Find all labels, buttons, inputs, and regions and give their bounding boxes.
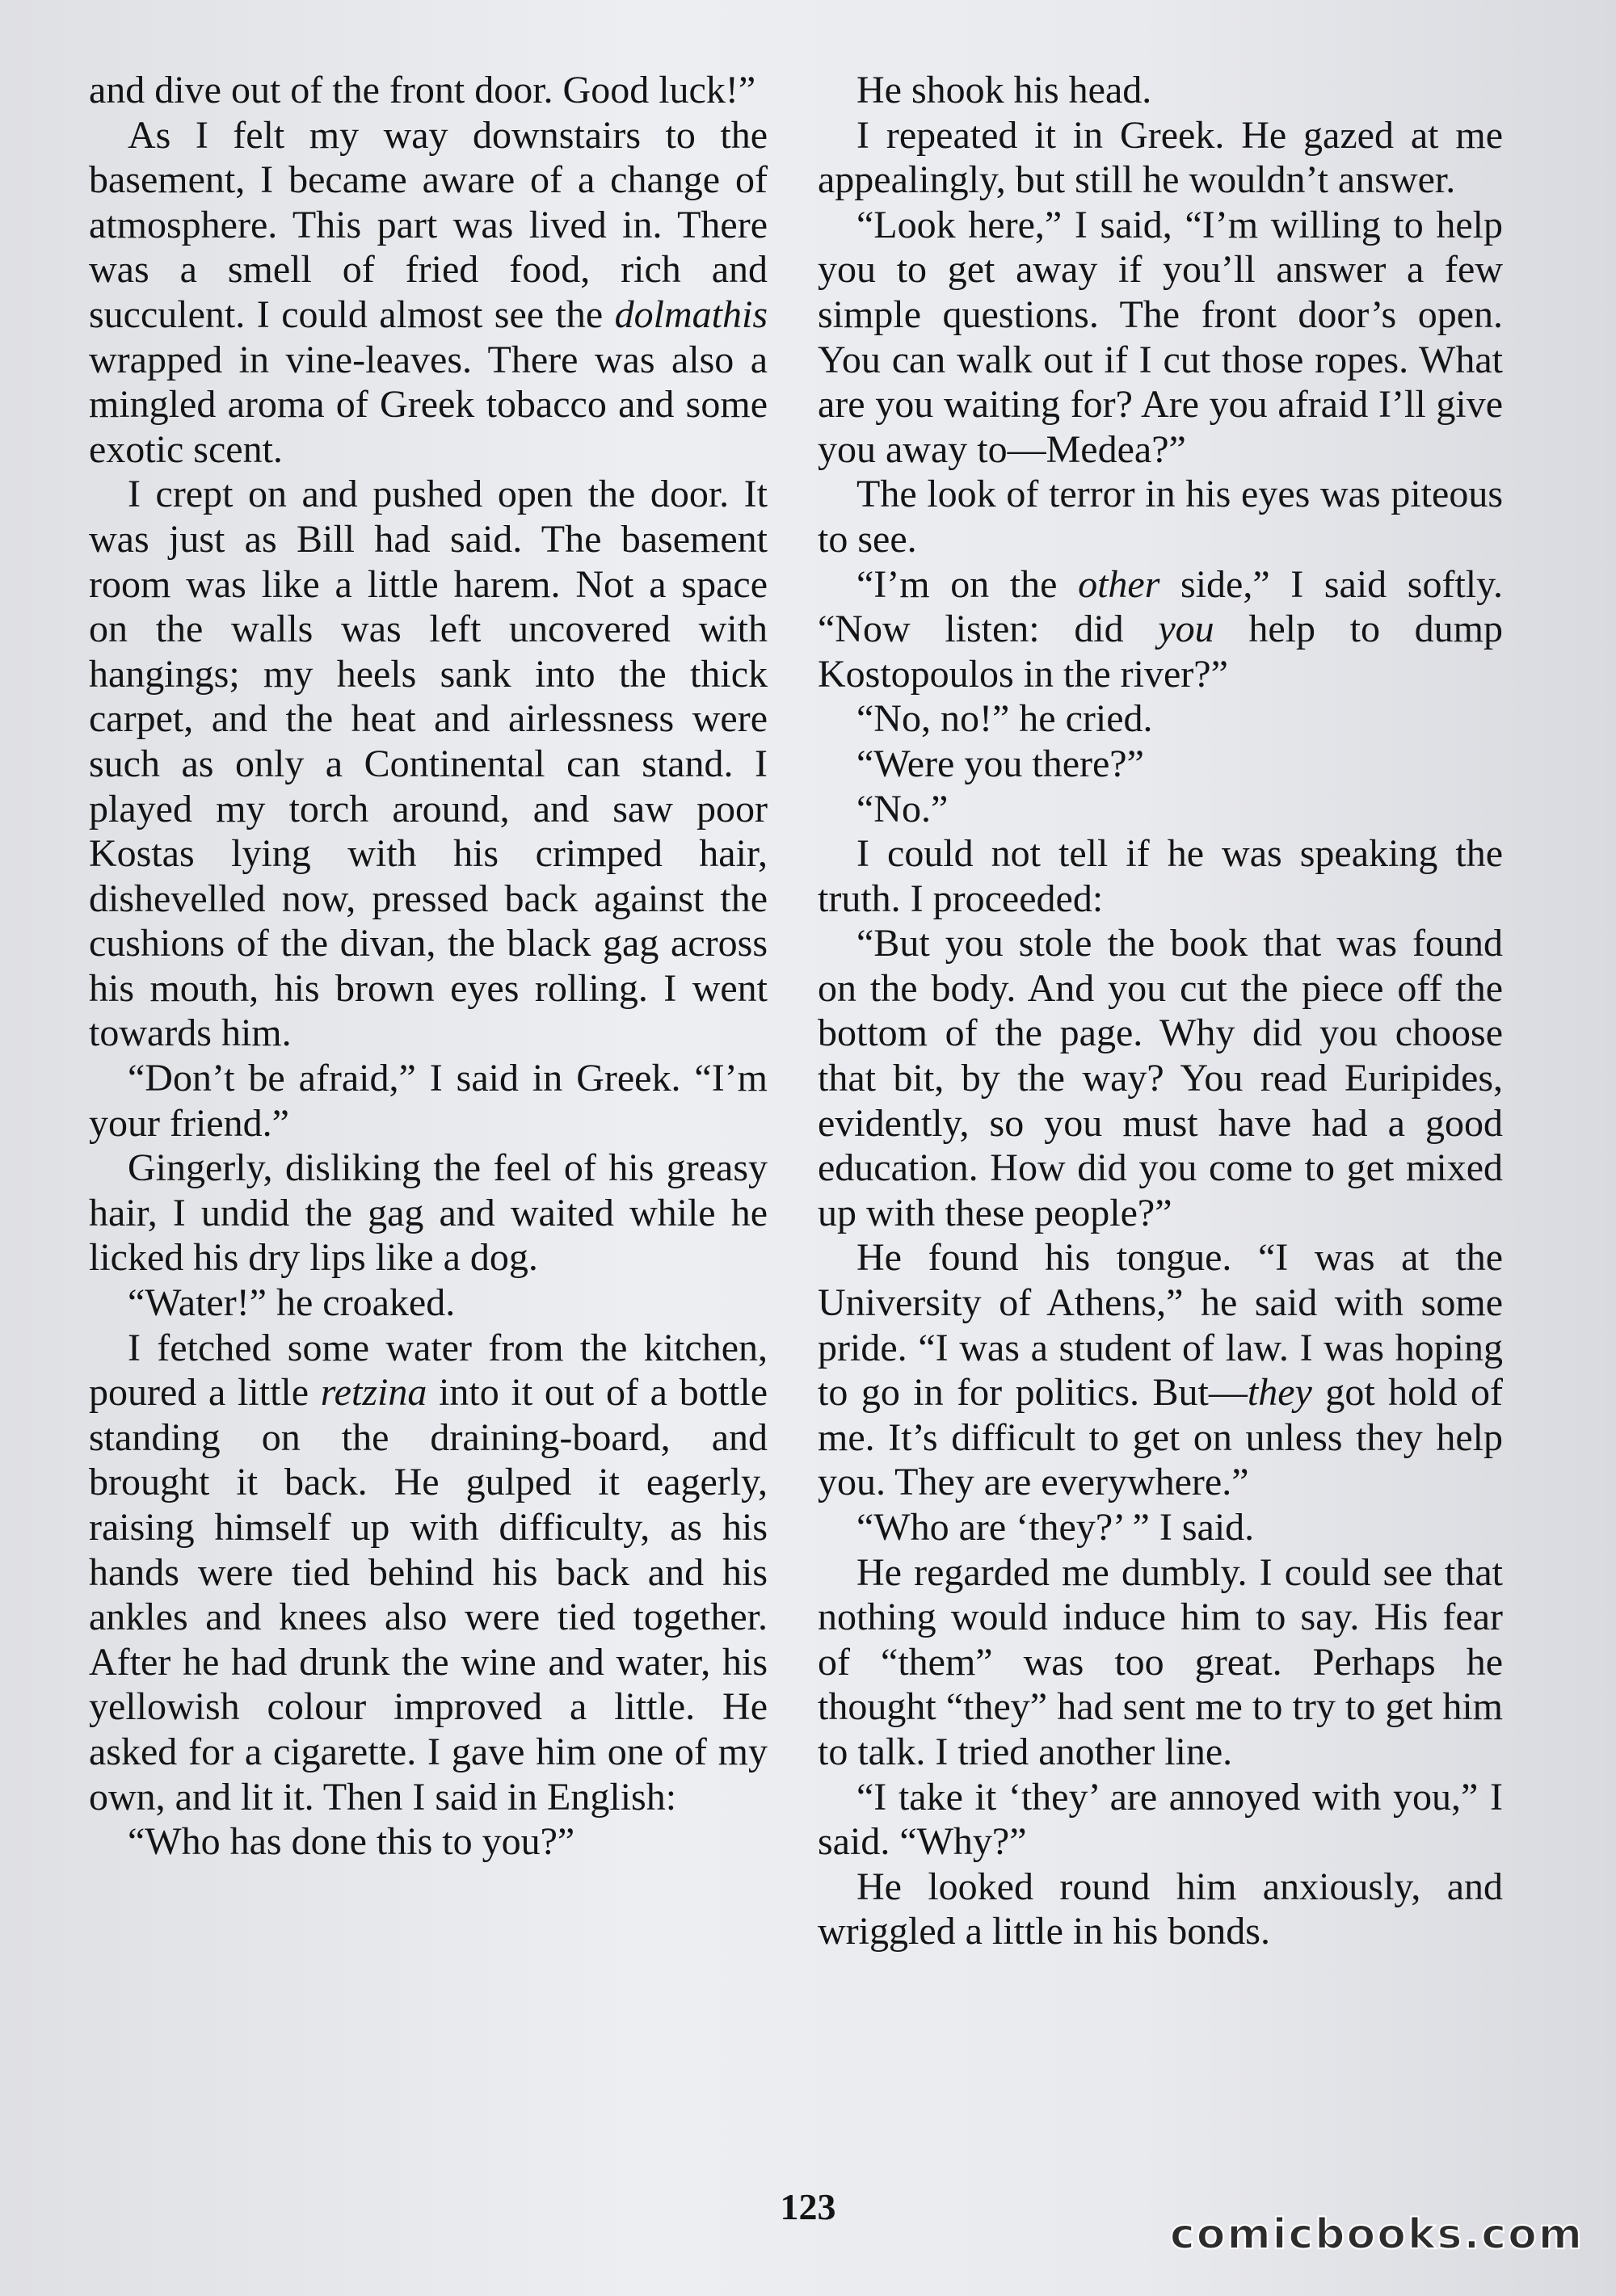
paragraph: He looked round him anxiously, and wriggled a little in his bonds. bbox=[818, 1865, 1503, 1953]
left-text-column bbox=[89, 68, 768, 1865]
paragraph: “Who are ‘they?’ ” I said. bbox=[856, 1506, 1255, 1549]
paragraph: “I take it ‘they’ are annoyed with you,” I said. “Why?” bbox=[818, 1775, 1503, 1864]
italic-word: other bbox=[1078, 562, 1160, 606]
italic-word: you bbox=[1158, 608, 1214, 651]
paragraph: I fetched some water from the kitchen, poured a little retzina into it out of a bottle standing on the draining-board, and brought it back. He gulped it eagerly, raising himself up with difficulty, as his hands were tied behind his back and his ankles and knees also were tied together. After he had drunk the wine and water, his yellowish colour improved a little. He asked for a cigarette. I gave him one of my own, and lit it. Then I said in English: bbox=[89, 1326, 768, 1819]
italic-word: dolmathis bbox=[614, 292, 768, 336]
paragraph: “Who has done this to you?” bbox=[128, 1820, 575, 1864]
paragraph: “No.” bbox=[856, 787, 949, 831]
paragraph: I crept on and pushed open the door. It was just as Bill had said. The basement room was like a little harem. Not a space on the walls was left uncovered with hangings; my heels sank into the thick carpet, and the heat and airlessness were such as only a Continental can stand. I played my torch around, and saw poor Kostas lying with his crimped hair, dishevelled now, pressed back against the cushions of the divan, the black gag across his mouth, his brown eyes rolling. I went towards him. bbox=[89, 473, 768, 1055]
paragraph: As I felt my way downstairs to the basement, I became aware of a change of atmosphere. This part was lived in. There was a smell of fried food, rich and succulent. I could almost see the dolmathis wrapped in vine-leaves. There was also a mingled aroma of Greek tobacco and some exotic scent. bbox=[89, 113, 768, 471]
italic-word: retzina bbox=[320, 1371, 427, 1415]
right-text-column bbox=[818, 68, 1503, 1954]
paragraph: I could not tell if he was speaking the truth. I proceeded: bbox=[818, 832, 1503, 920]
paragraph: and dive out of the front door. Good luck!” bbox=[89, 69, 756, 111]
paragraph: “I’m on the other side,” I said softly. “Now listen: did you help to dump Kostopoulos in the river?” bbox=[818, 562, 1504, 696]
watermark: comicbooks.com bbox=[1169, 2210, 1584, 2259]
paragraph: “No, no!” he cried. bbox=[856, 697, 1153, 741]
paragraph: He shook his head. bbox=[856, 69, 1152, 111]
paragraph: I repeated it in Greek. He gazed at me appealingly, but still he wouldn’t answer. bbox=[818, 113, 1503, 202]
paragraph: The look of terror in his eyes was piteous to see. bbox=[818, 473, 1503, 561]
paragraph: Gingerly, disliking the feel of his greasy hair, I undid the gag and waited while he licked his dry lips like a dog. bbox=[89, 1146, 768, 1280]
paragraph: He regarded me dumbly. I could see that nothing would induce him to say. His fear of “them” was too great. Perhaps he thought “they” had sent me to try to get him to talk. I tried another line. bbox=[818, 1550, 1503, 1773]
paragraph: “Water!” he croaked. bbox=[128, 1281, 456, 1325]
paragraph: “Look here,” I said, “I’m willing to help you to get away if you’ll answer a few simple questions. The front door’s open. You can walk out if I cut those ropes. What are you waiting for? Are you afraid I’ll give you away to—Medea?” bbox=[818, 203, 1503, 471]
paragraph: “But you stole the book that was found on the body. And you cut the piece off the bottom of the page. Why did you choose that bit, by the way? You read Euripides, evidently, so you must have had a good education. How did you come to get mixed up with these people?” bbox=[818, 922, 1503, 1234]
page-number: 123 bbox=[780, 2186, 836, 2227]
paragraph: “Don’t be afraid,” I said in Greek. “I’m your friend.” bbox=[89, 1057, 768, 1145]
paragraph: “Were you there?” bbox=[856, 742, 1144, 785]
italic-word: they bbox=[1247, 1371, 1312, 1415]
paragraph: He found his tongue. “I was at the University of Athens,” he said with some pride. “I was a student of law. I was hoping to go in for politics. But—they got hold of me. It’s difficult to get on unless they help you. They are everywhere.” bbox=[818, 1236, 1503, 1504]
